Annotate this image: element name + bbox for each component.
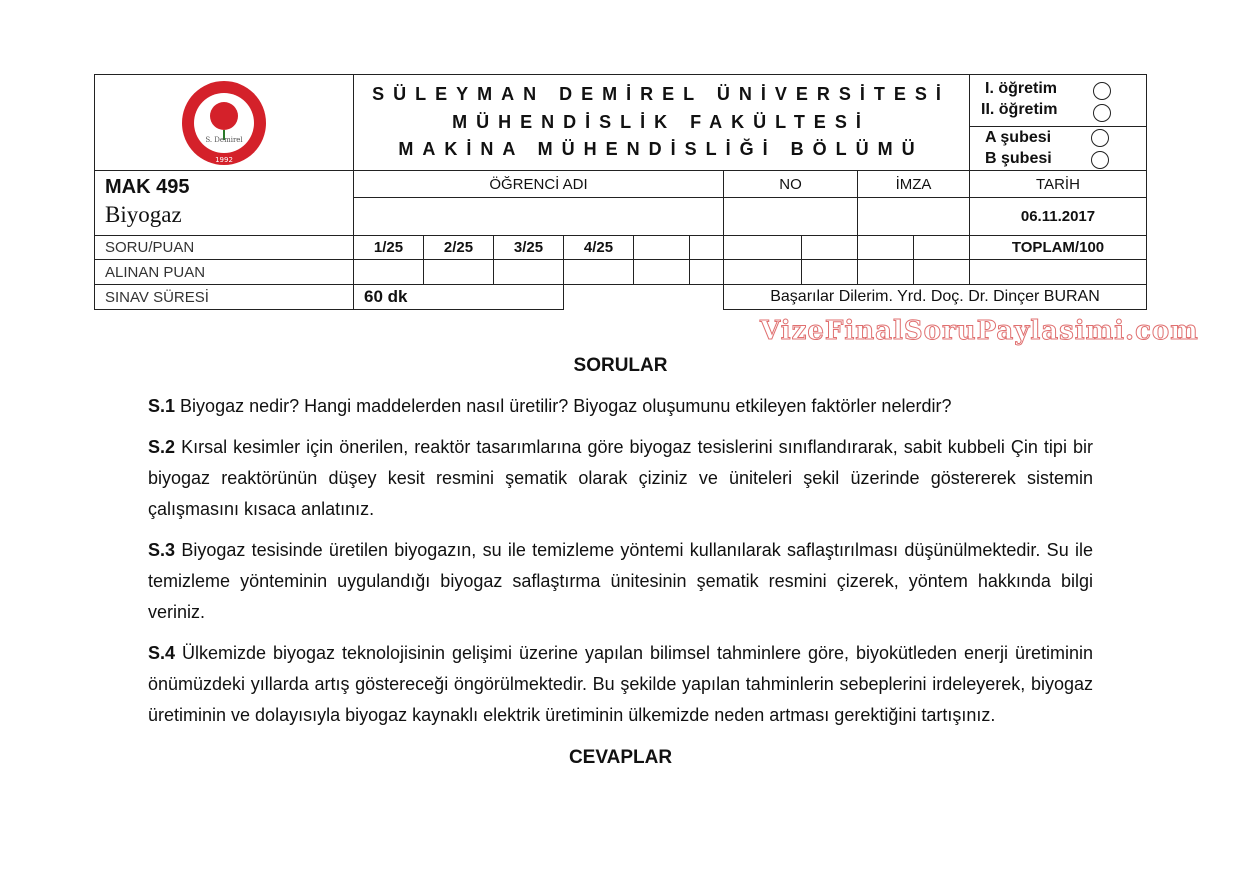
no-header: NO bbox=[723, 170, 858, 198]
question-2-score: 2/25 bbox=[423, 235, 494, 260]
exam-body bbox=[148, 353, 1093, 803]
watermark: VizeFinalSoruPaylasimi.com bbox=[760, 316, 1199, 346]
answers-heading: CEVAPLAR bbox=[568, 747, 673, 768]
course-name: Biyogaz bbox=[105, 202, 182, 227]
question-2 bbox=[148, 432, 1093, 525]
exam-duration: 60 dk bbox=[353, 284, 564, 310]
empty-cell bbox=[633, 259, 690, 285]
questions-heading: SORULAR bbox=[573, 355, 668, 376]
question-3-score: 3/25 bbox=[493, 235, 564, 260]
faculty-title: MÜHENDİSLİK FAKÜLTESİ bbox=[452, 112, 870, 132]
question-number: S.1 bbox=[148, 396, 176, 416]
total-score-field[interactable] bbox=[969, 259, 1147, 285]
empty-cell bbox=[689, 259, 724, 285]
signature-field[interactable] bbox=[857, 197, 970, 236]
empty-cell bbox=[857, 235, 914, 260]
total-label: TOPLAM/100 bbox=[969, 235, 1147, 260]
svg-text:S. Demirel: S. Demirel bbox=[205, 135, 243, 144]
question-number: S.3 bbox=[148, 540, 176, 560]
student-name-header: ÖĞRENCİ ADI bbox=[353, 170, 724, 198]
svg-text:1992: 1992 bbox=[215, 155, 233, 164]
empty-cell bbox=[801, 259, 858, 285]
a-section-radio[interactable] bbox=[1091, 129, 1109, 147]
option-b-section: B şubesi bbox=[985, 150, 1052, 167]
question-1-score: 1/25 bbox=[353, 235, 424, 260]
university-title: SÜLEYMAN DEMİREL ÜNİVERSİTESİ bbox=[372, 84, 950, 104]
b-section-radio[interactable] bbox=[1091, 151, 1109, 169]
empty-cell bbox=[723, 235, 802, 260]
empty-cell bbox=[689, 235, 724, 260]
duration-label: SINAV SÜRESİ bbox=[94, 284, 354, 310]
option-second-education: II. öğretim bbox=[981, 101, 1058, 118]
question-text: Biyogaz nedir? Hangi maddelerden nasıl üretilir? Biyogaz oluşumunu etkileyen faktörler nelerdir? bbox=[180, 396, 952, 416]
empty-cell bbox=[913, 259, 970, 285]
question-1 bbox=[148, 391, 1093, 422]
empty-cell bbox=[913, 235, 970, 260]
question-3 bbox=[148, 535, 1093, 628]
first-education-radio[interactable] bbox=[1093, 82, 1111, 100]
instructor-wishes: Başarılar Dilerim. Yrd. Doç. Dr. Dinçer BURAN bbox=[723, 284, 1147, 310]
empty-cell bbox=[723, 259, 802, 285]
question-text: Kırsal kesimler için önerilen, reaktör tasarımlarına göre biyogaz tesislerini sınıflandırarak, sabit kubbeli Çin tipi bir biyogaz reaktörünün düşey kesit resmini şematik olarak çiziniz ve üniteleri şekil üzerinde göstererek sistemin çalışmasını kısaca anlatınız. bbox=[148, 437, 1093, 519]
question-4 bbox=[148, 638, 1093, 731]
student-no-field[interactable] bbox=[723, 197, 858, 236]
received-score-label: ALINAN PUAN bbox=[94, 259, 354, 285]
university-seal-logo bbox=[179, 78, 269, 168]
empty-cell bbox=[801, 235, 858, 260]
signature-header: İMZA bbox=[857, 170, 970, 198]
question-text: Ülkemizde biyogaz teknolojisinin gelişimi üzerine yapılan bilimsel tahminlere göre, biyokütleden enerji üretiminin önümüzdeki yıllarda artış göstereceği öngörülmektedir. Bu şekilde yapılan tahminlerin sebeplerini irdeleyerek, biyogaz üretiminin ve dolayısıyla biyogaz kaynaklı elektrik üretiminin ülkemizde neden artması gerektiğini tartışınız. bbox=[148, 643, 1093, 725]
department-title: MAKİNA MÜHENDİSLİĞİ BÖLÜMÜ bbox=[398, 139, 924, 159]
logo-cell bbox=[94, 74, 354, 171]
option-first-education: I. öğretim bbox=[985, 80, 1058, 97]
empty-cell bbox=[857, 259, 914, 285]
received-score-2[interactable] bbox=[423, 259, 494, 285]
option-a-section: A şubesi bbox=[985, 129, 1052, 146]
score-label: SORU/PUAN bbox=[94, 235, 354, 260]
date-header: TARİH bbox=[969, 170, 1147, 198]
question-text: Biyogaz tesisinde üretilen biyogazın, su ile temizleme yöntemi kullanılarak saflaştırılması düşünülmektedir. Su ile temizleme yönteminin uygulandığı biyogaz saflaştırma ünitesinin şematik resmini çizerek, yöntem hakkında bilgi veriniz. bbox=[148, 540, 1093, 622]
received-score-3[interactable] bbox=[493, 259, 564, 285]
exam-date: 06.11.2017 bbox=[969, 197, 1147, 236]
second-education-radio[interactable] bbox=[1093, 104, 1111, 122]
received-score-4[interactable] bbox=[563, 259, 634, 285]
course-code: MAK 495 bbox=[105, 176, 190, 198]
question-4-score: 4/25 bbox=[563, 235, 634, 260]
received-score-1[interactable] bbox=[353, 259, 424, 285]
question-number: S.4 bbox=[148, 643, 176, 663]
student-name-field[interactable] bbox=[353, 197, 724, 236]
question-number: S.2 bbox=[148, 437, 176, 457]
empty-cell bbox=[633, 235, 690, 260]
course-cell bbox=[94, 170, 354, 236]
